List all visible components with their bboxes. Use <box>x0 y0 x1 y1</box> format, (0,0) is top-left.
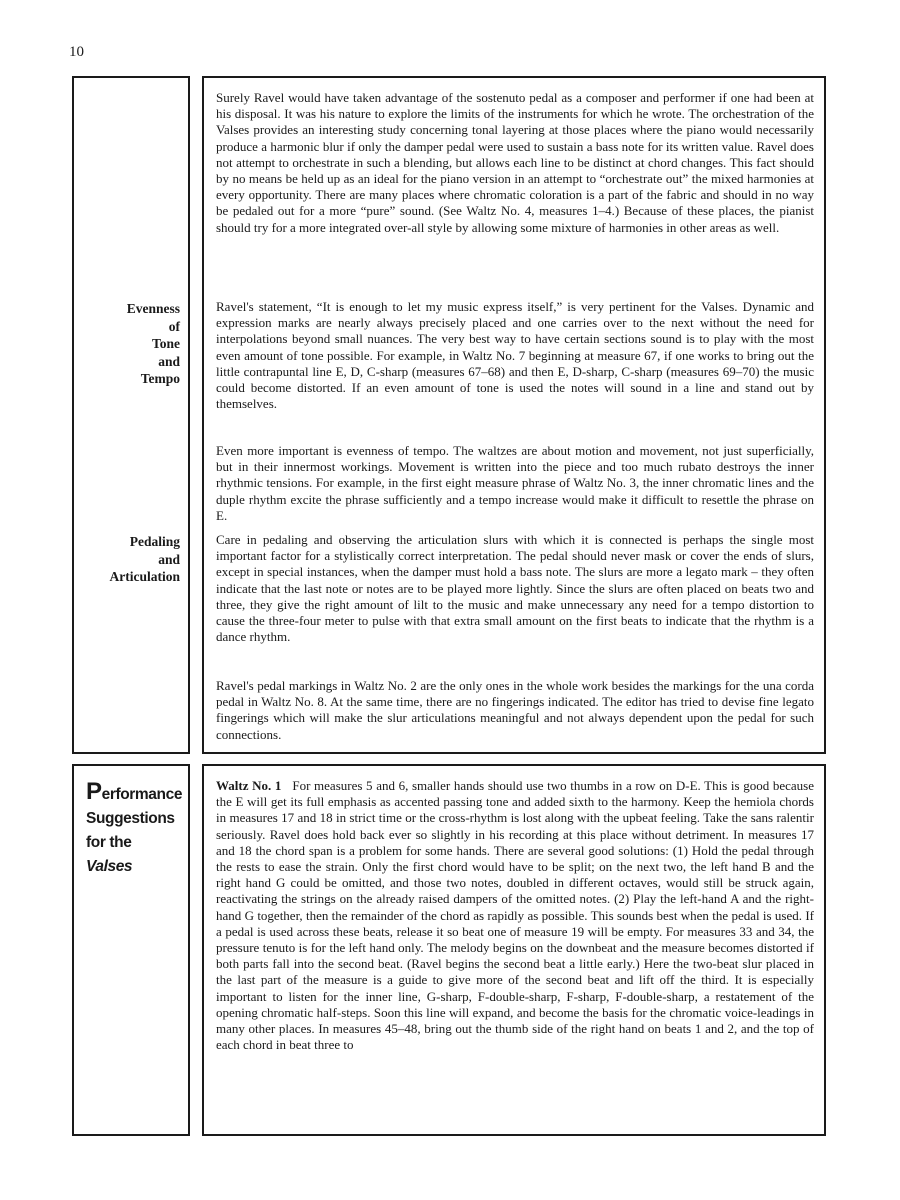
drop-initial: P <box>86 778 102 805</box>
paragraph-pedaling: Care in pedaling and observing the articulation slurs with which it is connected is perhaps the single most important factor for a stylistically correct interpretation. The pedal should never mask or cover the ends of slurs, except in special instances, when the damper must hold a bass note. The slurs are more a legato mark – they often indicate that the last note or notes are to be played more lightly. Since the slurs are often placed on beats two and three, they give the right amount of lilt to the music and make unnecessary any need for a tempo distortion to cause the three-four meter to pulse with that extra small amount on the first beats to indicate that the rhythm is a dance rhythm. <box>216 532 814 645</box>
paragraph-sostenuto: Surely Ravel would have taken advantage of the sostenuto pedal as a composer and performer if one had been at his disposal. It was his nature to explore the limits of the instruments for which he wrote. The orchestration of the Valses provides an interesting study concerning tonal layering at those places where the piano would necessarily produce a harmonic blur if only the damper pedal were used to sustain a bass note for its written value. Ravel does not attempt to orchestrate in such a blending, but allows each line to be distinct at chord changes. This fact should by no means be held up as an ideal for the piano version in an attempt to “orchestrate out” the mixed harmonies at every opportunity. There are many places where chromatic coloration is a part of the fabric and should in no way be pedaled out for a more “pure” sound. (See Waltz No. 4, measures 1–4.) Because of these places, the pianist should try for a more integrated over-all style by allowing some mixture of harmonies in other areas as well. <box>216 90 814 235</box>
paragraph-evenness-of-tone: Ravel's statement, “It is enough to let my music express itself,” is very pertinent for the Valses. Dynamic and expression marks are nearly always precisely placed and one carries over to the next without the need for interpolations beyond small nuances. The very best way to have certain sections sound is to play with the most even amount of tone possible. For example, in Waltz No. 7 beginning at measure 67, if one works to bring out the little contrapuntal line E, D, C-sharp (measures 67–68) and then E, D-sharp, C-sharp (measures 69–70) the music could become distorted. If an even amount of tone is used the notes will sound in a line and stand out by themselves. <box>216 299 814 412</box>
sidebar-box-upper <box>72 76 190 754</box>
paragraph-pedal-markings: Ravel's pedal markings in Waltz No. 2 are the only ones in the whole work besides the markings for the una corda pedal in Waltz No. 8. At the same time, there are no fingerings indicated. The editor has tried to devise fine legato fingerings which will make the slur articulations meaningful and not always dependent upon the pedal for such connections. <box>216 678 814 742</box>
page-number: 10 <box>69 44 84 60</box>
waltz-1-text: For measures 5 and 6, smaller hands should use two thumbs in a row on D-E. This is good because the E will get its full emphasis as accented passing tone and added sixth to the harmony. Keep the hemiola chords in measures 17 and 18 in strict time or the cross-rhythm is lost along with the upbeat feeling. Take the sans ralentir seriously. Ravel does hold back ever so slightly in his recording at this place without detriment. In measures 17 and 18 the chord span is a problem for some hands. There are several good solutions: (1) Hold the pedal through the rests to ease the strain. Only the first chord would have to be split; on the next two, the left hand B and the right hand G could be omitted, and those two notes, doubled in different octaves, would still be struck again, reactivating the strings on the already raised dampers of the omitted notes. (2) Play the left-hand A and the right-hand G together, then the remainder of the chord as rapidly as possible. This sounds best when the pedal is used. If a pedal is used across these beats, release it so beat one of measure 19 will be empty. For measures 33 and 34, the pressure tenuto is for the left hand only. The melody begins on the downbeat and the measure becomes distorted if both parts fall into the second beat. (Ravel begins the second beat a little early.) Here the two-beat slur placed in the last part of the measure is a guide to give more of the second beat and lift off the third. It is especially important to listen for the inner line, G-sharp, F-double-sharp, F-sharp, F-double-sharp, a restatement of the opening chromatic half-steps. Soon this line will expand, and become the basis for the chromatic voice-leadings in many other places. In measures 45–48, bring out the thumb side of the right hand on beats 1 and 2, and the top of each chord in beat three to <box>216 778 814 1053</box>
main-text-box-lower <box>202 764 826 1136</box>
heading-performance-suggestions: Performance Suggestions for the Valses <box>86 778 183 875</box>
heading-pedaling-and-articulation: Pedaling and Articulation <box>109 534 180 584</box>
waltz-1-lead: Waltz No. 1 <box>216 778 282 793</box>
paragraph-waltz-1 <box>216 778 814 1053</box>
sidebar-box-lower <box>72 764 190 1136</box>
heading-evenness-of-tone-and-tempo: Evenness of Tone and Tempo <box>126 301 180 386</box>
paragraph-evenness-of-tempo: Even more important is evenness of tempo. The waltzes are about motion and movement, not just superficially, but in their innermost workings. Movement is written into the piece and too much rubato destroys the inner rhythmic tensions. For example, in the first eight measure phrase of Waltz No. 3, the inner chromatic lines and the duple rhythm excite the phrase sufficiently and a tempo increase would make it difficult to resettle the phrase on E. <box>216 443 814 523</box>
main-text-box-upper <box>202 76 826 754</box>
